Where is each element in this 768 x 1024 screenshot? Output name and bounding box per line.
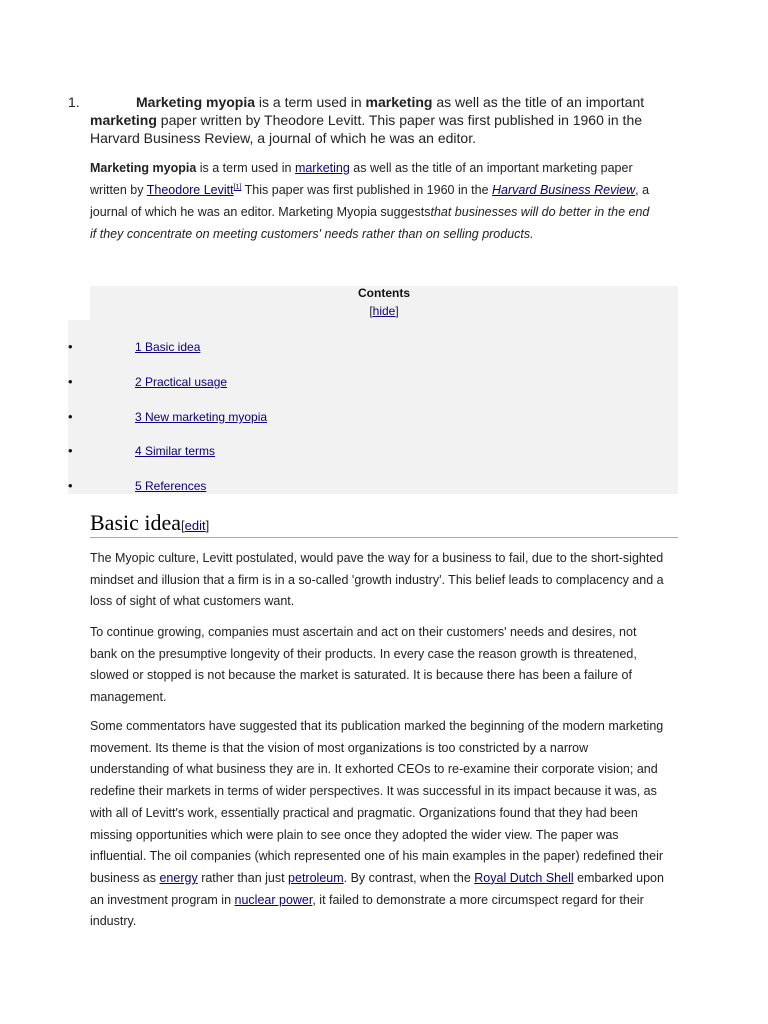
intro-fragment: as well as the title of an important (432, 94, 645, 110)
toc-item-basic-idea[interactable]: 1 Basic idea (135, 340, 201, 354)
lead-italic: that businesses will do better in the end if they concentrate on meeting customers' needs rather than on selling products. (90, 205, 650, 241)
link-energy[interactable]: energy (159, 870, 198, 885)
bullet: • (68, 374, 73, 389)
bold-term: Marketing myopia (136, 94, 256, 110)
paragraph-fragment: , it failed to demonstrate a more circumspect regard for their industry. (90, 892, 644, 929)
toc-item-similar-terms[interactable]: 4 Similar terms (135, 444, 216, 458)
toc-hide-toggle (90, 304, 678, 318)
link-marketing[interactable]: marketing (294, 161, 350, 175)
lead-fragment: This paper was first published in 1960 in the (241, 183, 493, 197)
intro-fragment: paper written by Theodore Levitt. This paper was first published in 1960 in the Harvard Business Review, a journal of which he was an editor. (90, 112, 643, 146)
paragraph-fragment: embarked upon an investment program in (90, 870, 664, 907)
link-theodore-levitt[interactable]: Theodore Levitt (146, 183, 234, 197)
paragraph-2: To continue growing, companies must ascertain and act on their customers' needs and desires, not bank on the presumptive longevity of their products. In every case the reason growth is threatened, slowed or stopped is not because the market is saturated. It is because there has been a failure of management. (90, 625, 637, 705)
list-number: 1. (68, 94, 80, 110)
intro-text (90, 93, 688, 147)
toc-item-references[interactable]: 5 References (135, 479, 207, 493)
toc-hide-link[interactable]: hide (372, 304, 396, 318)
intro-list-item (68, 93, 688, 147)
edit-link[interactable]: edit (184, 518, 206, 533)
paragraph-1: The Myopic culture, Levitt postulated, would pave the way for a business to fail, due to the short-sighted mindset and illusion that a firm is in a so-called 'growth industry'. This belief leads to complacency and a loss of sight of what customers want. (90, 551, 664, 609)
toc-item-new-marketing-myopia[interactable]: 3 New marketing myopia (135, 410, 268, 424)
paragraph-3 (90, 716, 665, 933)
table-of-contents (90, 286, 678, 494)
section-heading-basic-idea (90, 510, 678, 538)
lead-paragraph (90, 157, 650, 245)
paragraph-fragment: Some commentators have suggested that its publication marked the beginning of the modern marketing movement. Its theme is that the vision of most organizations is too constricted by a narrow understanding of what business they are in. It exhorted CEOs to re-examine their corporate vision; and redefine their markets in terms of wider perspectives. It was successful in its impact because it was, as with all of Levitt's work, essentially practical and pragmatic. Organizations found that they had been missing opportunities which were plain to see once they adopted the wider view. The paper was influential. The oil companies (which represented one of his main examples in the paper) redefined their business as (90, 719, 664, 885)
bracket: [ (181, 518, 185, 533)
section-edit (181, 518, 209, 533)
link-nuclear-power[interactable]: nuclear power (234, 892, 313, 907)
bullet: • (68, 409, 73, 424)
reference-link[interactable]: [1] (233, 183, 242, 191)
lead-fragment: , a journal of which he was an editor. Marketing Myopia suggests (90, 183, 650, 219)
lead-fragment: as well as the title of an important marketing paper written by (90, 161, 633, 197)
bullet: • (68, 339, 73, 354)
link-royal-dutch-shell[interactable]: Royal Dutch Shell (474, 870, 574, 885)
bracket: [ (369, 304, 373, 318)
bracket: ] (395, 304, 399, 318)
toc-title: Contents (358, 286, 410, 300)
toc-item-practical-usage[interactable]: 2 Practical usage (135, 375, 228, 389)
paragraph-fragment: . By contrast, when the (343, 870, 475, 885)
section-title: Basic idea (90, 510, 182, 535)
bold-term: marketing (365, 94, 433, 110)
bold-term: marketing (90, 112, 157, 128)
link-petroleum[interactable]: petroleum (288, 870, 344, 885)
lead-bold-term: Marketing myopia (90, 161, 197, 175)
bullet: • (68, 443, 73, 458)
bracket: ] (205, 518, 210, 533)
lead-fragment: is a term used in (196, 161, 295, 175)
paragraph-fragment: rather than just (197, 870, 289, 885)
intro-fragment: is a term used in (255, 94, 366, 110)
link-harvard-business-review[interactable]: Harvard Business Review (492, 183, 636, 197)
bullet: • (68, 478, 73, 493)
